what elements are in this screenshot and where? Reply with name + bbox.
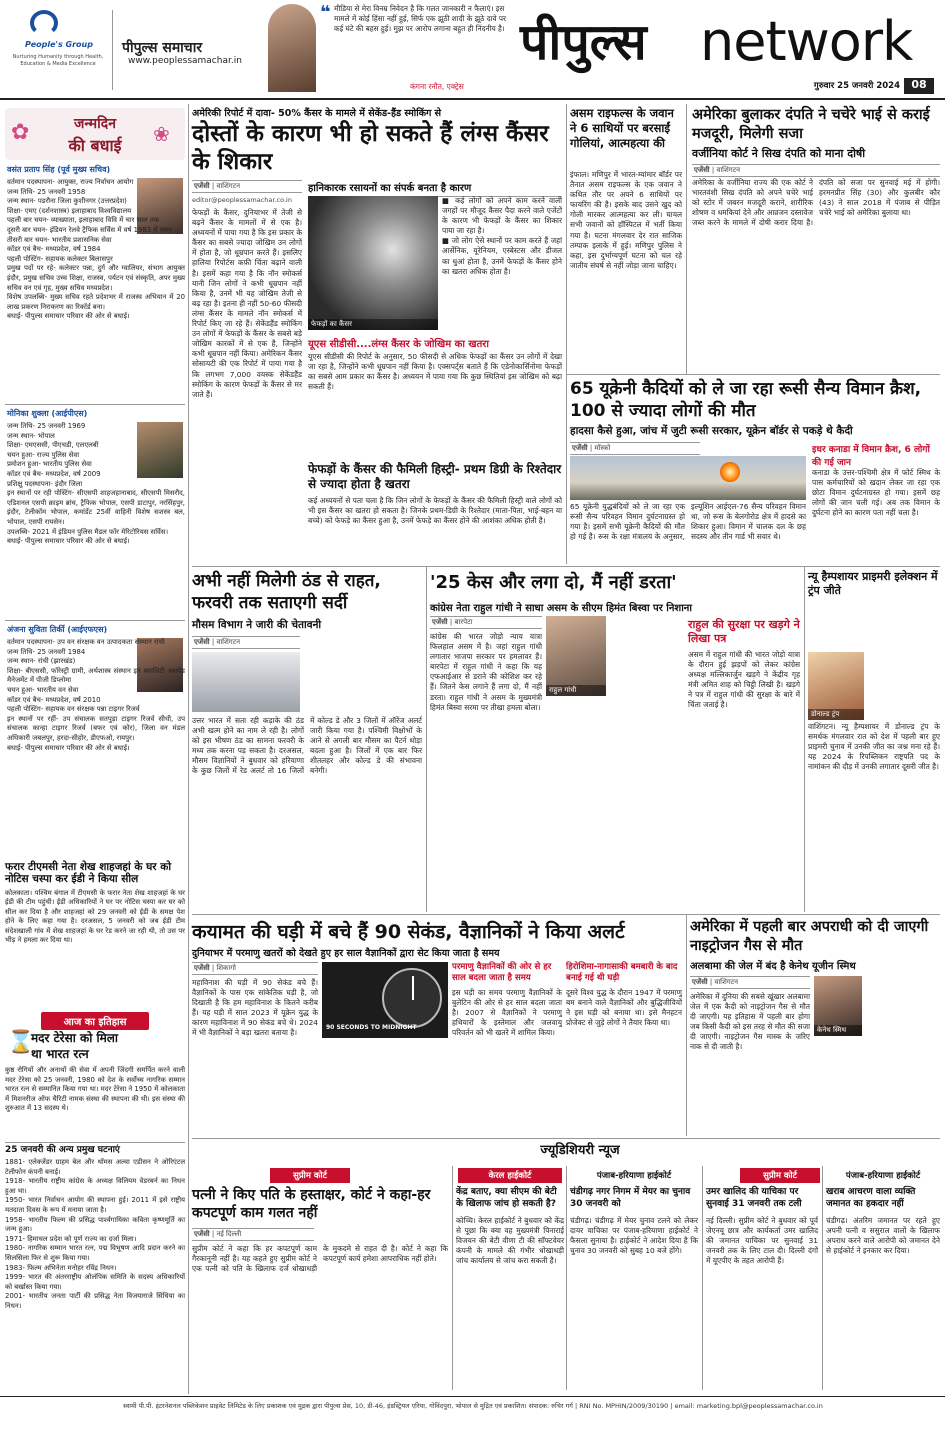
page-number: 08 <box>904 78 934 94</box>
judiciary-ph2-body: चंडीगढ़। अंतरिम जमानत पर रहते हुए अपनी पत्नी व ससुराल वालों के खिलाफ अपराध करने वाले आरोपी को जमानत देने से हाईकोर्ट ने इनकार कर दिया। <box>826 1216 940 1256</box>
birthday-banner <box>5 108 185 160</box>
rahul-byline: एजेंसी | बारपेटा <box>430 616 542 629</box>
trump-photo <box>808 652 864 720</box>
usa-headline: अमेरिका बुलाकर दंपति ने चचेरे भाई से कराई मजदूरी, मिलेगी सजा <box>692 107 930 142</box>
lung-sub-banner: हानिकारक रसायनों का संपर्क बनता है कारण <box>308 180 562 197</box>
history-tag: आज का इतिहास <box>41 1012 149 1030</box>
hourglass-icon: ⌛ <box>7 1030 35 1055</box>
ed-notice-body: कोलकाता। पश्चिम बंगाल में टीएमसी के फरार नेता शेख शाहजहां के घर ईडी की टीम पहुंची। ईडी अधिकारियों ने घर पर नोटिस चस्पा कर घर को सील कर दिया है और शाहजहां को 29 जनवरी को ईडी के समक्ष पेश होने के लिए कहा गया है। दरअसल, 5 जनवरी को जब ईडी टीम संदेशखाली गांव में शेख शाहजहां के घर रेड करने जा रही थी, तो उस पर भीड़ ने हमला कर दिया था। <box>5 888 185 945</box>
footer-imprint: स्वामी पी.पी. इंटरनेशनल पब्लिकेशन प्राइवेट लिमिटेड के लिए प्रकाशक एवं मुद्रक द्वारा पीपुल्स प्रेस, 10, डी-46, इंडस्ट्रियल एरिया, गोविंदपुरा, भोपाल से मुद्रित एवं प्रकाशित। संपादक: रुचिर गर्ग | RNI No. MPHIN/2009/30190 | email: marketing.bpl@peoplessamachar.co.in <box>123 1402 823 1410</box>
judiciary-ph-body: चंडीगढ़। चंडीगढ़ में मेयर चुनाव टलने को लेकर दायर याचिका पर पंजाब-हरियाणा हाईकोर्ट ने फैसला सुनाया है। हाईकोर्ट ने आदेश दिया है कि चुनाव 30 जनवरी को सुबह 10 बजे होंगे। <box>570 1216 698 1256</box>
doomsday-body: महाविनाश की घड़ी में 90 सेकंड बचे हैं। वैज्ञानिकों के पास एक सांकेतिक घड़ी है, जो दिखाती है कि हम महाविनाश के कितने करीब हैं। यह घड़ी में साल 2023 में यूक्रेन युद्ध के कारण महाविनाश में 90 सेकंड बचे थे। 2024 में भी वैज्ञानिकों ने बड़ा खतरा बताया है। <box>192 978 318 1038</box>
judiciary-sc2-body: नई दिल्ली। सुप्रीम कोर्ट ने बुधवार को पूर्व जेएनयू छात्र और कार्यकर्ता उमर खालिद की जमानत याचिका पर सुनवाई 31 जनवरी तक के लिए टाल दी। दिल्ली दंगों में यूएपीए के तहत आरोपी हैं। <box>706 1216 818 1266</box>
issue-date: गुरुवार 25 जनवरी 2024 <box>813 81 900 91</box>
lung-email[interactable]: editor@peoplessamachar.co.in <box>192 196 292 204</box>
weather-agency: एजेंसी <box>194 638 210 646</box>
teaser-author: कंगना रनौत, एक्ट्रेस <box>410 82 464 91</box>
nitrogen-byline: एजेंसी | वाशिंगटन <box>690 976 810 989</box>
teaser-portrait <box>268 4 316 92</box>
nitrogen-agency: एजेंसी <box>692 978 708 986</box>
lung-side-body: ■ कई लोगों को अपने काम करने वाली जगहों पर मौजूद कैंसर पैदा करने वाले एजेंटों के कारण भी फेफड़ों के कैंसर का शिकार पाया जा रहा है। ■ जो लोग ऐसे स्थानों पर काम करते हैं जहां आर्सेनिक, यूरेनियम, एस्बेस्टस और डीजल का धुआं होता है, उनमें फेफड़ों के कैंसर होने का खतरा अधिक होता है। <box>442 196 562 276</box>
doomsday-col2-head: परमाणु वैज्ञानिकों की ओर से हर साल बदला जाता है समय <box>452 962 552 983</box>
judiciary-sc2-tag: सुप्रीम कोर्ट <box>740 1168 820 1183</box>
lung-headline: दोस्तों के कारण भी हो सकते हैं लंग्स कैंसर के शिकार <box>192 121 549 175</box>
nitrogen-body: अमेरिका में दुनिया की सबसे खूंखार अलबामा जेल में एक कैदी को नाइट्रोजन गैस से मौत दी जाएगी। यह इतिहास में पहली बार होगा जब किसी कैदी को इस तरह से मौत की सजा दी जाएगी। नाइट्रोजन गैस मास्क के जरिए नाक से दी जाती है। <box>690 992 810 1052</box>
website[interactable]: www.peoplessamachar.in <box>128 56 242 66</box>
lung-photo <box>308 196 438 330</box>
ukraine-headline: 65 यूक्रेनी कैदियों को ले जा रहा रूसी सैन्य विमान क्रैश, 100 से ज्यादा लोगों की मौत <box>570 379 922 421</box>
masthead <box>0 0 945 100</box>
trump-headline: न्यू हैम्पशायर प्राइमरी इलेक्शन में ट्रंप जीते <box>808 570 938 597</box>
teaser-text: मीडिया से मेरा विनम्र निवेदन है कि गलत जानकारी न फैलाएं। इस मामले में कोई हिंसा नहीं हुई, सिर्फ एक झूठी शादी के झूठे दावे पर कई घंटे की बहस हुई। मुझ पर आरोप लगाना बहुत ही निंदनीय है। <box>334 4 506 33</box>
birthday-section <box>5 106 185 858</box>
ed-notice <box>5 862 185 1010</box>
history-section <box>5 1012 185 1392</box>
judiciary-sc2-head: उमर खालिद की याचिका पर सुनवाई 31 जनवरी तक टली <box>706 1187 802 1209</box>
lung-body: फेफड़ों के कैंसर, दुनियाभर में तेजी से बढ़ने कैंसर के मामलों में से एक है। अध्ययनों में पाया गया है कि इस प्रकार के कैंसर का सबसे ज्यादा जोखिम उन लोगों में होता है, जो धूम्रपान करते हैं। इसलिए हालिया रिपोर्टस कफ़ी चिंता बढ़ाने वाली है। इसमें कहा गया है कि नॉन स्मोकर्स यानी जिन लोगों ने कभी धूम्रपान नहीं किया है, उनमें भी यह जोखिम तेजी से बढ़ रहा है। इतना ही नहीं 50-60 फीसदी लंग्स कैंसर के मामले नॉन स्मोकर्स में रिपोर्ट किए जा रहे हैं। सेकेंडहैंड स्मोकिंग उन लोगों में फेफड़ों के कैंसर के सबसे बड़े जोखिम कारकों में से एक है, जिन्होंने कभी धूम्रपान नहीं किया। अमेरिकन कैंसर सोसायटी की एक रिपोर्ट में पाया गया है कि लगभग 7,000 वयस्क सेकेंडहैंड स्मोकिंग के कारण फेफड़ों के कैंसर से मर जाते हैं। <box>192 208 302 399</box>
judiciary-ph-tag: पंजाब-हरियाणा हाईकोर्ट <box>570 1168 698 1183</box>
lung-photo-label: फेफड़ों का कैंसर <box>308 319 438 330</box>
doomsday-col2-photo-caption <box>322 1040 448 1134</box>
lung-subhead-2: यूएस सीडीसी....लंग्स कैंसर के जोखिम का खतरा <box>308 339 489 350</box>
doomsday-byline: एजेंसी | शिकागो <box>192 962 318 975</box>
lung-byline: एजेंसी | वाशिंगटन <box>192 180 302 193</box>
usa-byline: एजेंसी | वाशिंगटन <box>692 164 940 177</box>
brand-small: पीपुल्स समाचार <box>122 40 203 56</box>
rahul-headline: '25 केस और लगा दो, मैं नहीं डरता' <box>430 572 677 593</box>
rahul-side-head: राहुल की सुरक्षा पर खड़गे ने लिखा पत्र <box>688 618 800 645</box>
lung-sub-body-3: कई अध्ययनों से पता चला है कि जिन लोगों के फेफड़ों के कैंसर की फैमिली हिस्ट्री वाले लोगों को भी इस कैंसर का खतरा हो सकता है। जिनके प्रथम-डिग्री के रिश्तेदार (माता-पिता, भाई-बहन या बच्चे) को फेफड़े का कैंसर हुआ है, उनमें फेफड़े का कैंसर होने की आशंका अधिक होती है। <box>308 496 562 526</box>
doomsday-subhead: दुनियाभर में परमाणु खतरों को देखते हुए हर साल वैज्ञानिकों द्वारा सेट किया जाता है समय <box>192 948 500 959</box>
weather-fog-photo <box>192 652 300 712</box>
doomsday-agency: एजेंसी <box>194 964 210 972</box>
peoples-group-name: People's Group <box>25 40 93 49</box>
gift-icon: ❀ <box>153 122 170 146</box>
assam-headline: असम राइफल्स के जवान ने 6 साथियों पर बरसाईं गोलियां, आत्महत्या की <box>570 106 674 150</box>
birthday-person-2-title: मोनिका शुक्ला (आईपीएस) <box>7 409 88 418</box>
rahul-agency: एजेंसी <box>432 618 448 626</box>
judiciary-sc-tag: सुप्रीम कोर्ट <box>270 1168 350 1183</box>
birthday-heading-1: जन्मदिन <box>73 116 117 132</box>
nitrogen-headline: अमेरिका में पहली बार अपराधी को दी जाएगी नाइट्रोजन गैस से मौत <box>690 919 929 954</box>
weather-byline: एजेंसी | वाशिंगटन <box>192 636 300 649</box>
judiciary-ph2-head: खराब आचरण वाला व्यक्ति जमानत का हकदार नहीं <box>826 1187 916 1209</box>
usa-place: वाशिंगटन <box>716 166 741 174</box>
assam-body: इंफाल। मणिपुर में भारत-म्यांमार बॉर्डर पर तैनात असम राइफल्स के एक जवान ने कथित तौर पर अपने 6 साथियों पर फायरिंग की है। इसके बाद उसने खुद को गोली मारकर आत्महत्या कर ली। घायल सभी जवानों को हॉस्पिटल में भर्ती किया गया है। घटना मंगलवार देर रात साजिक तम्पाक इलाके में हुई। मणिपुर पुलिस ने कहा, इस दुर्भाग्यपूर्ण घटना को चल रहे जातीय संघर्ष से नहीं जोड़ा जाना चाहिए। <box>570 170 682 270</box>
lung-agency: एजेंसी <box>194 182 210 190</box>
ed-notice-headline: फरार टीएमसी नेता शेख शाहजहां के घर को नोटिस चस्पा कर ईडी ने किया सील <box>5 861 172 885</box>
nitrogen-side-body <box>866 976 940 1134</box>
usa-subhead: वर्जीनिया कोर्ट ने सिख दंपति को माना दोषी <box>692 147 866 160</box>
peoples-group-tagline: Nurturing Humanity through Health, Education & Media Excellence <box>12 54 104 67</box>
judiciary-sc-agency: एजेंसी <box>194 1230 210 1238</box>
doomsday-col3-head: हिरोशिमा-नागासाकी बमबारी के बाद बनाई गई थी घड़ी <box>566 962 678 983</box>
judiciary-sc-head: पत्नी ने किए पति के हस्ताक्षर, कोर्ट ने कहा-हर कपटपूर्ण काम गलत नहीं <box>192 1187 431 1221</box>
birthday-person-3-title: अंजना सुविता तिर्की (आईएफएस) <box>7 625 108 634</box>
usa-agency: एजेंसी <box>694 166 710 174</box>
judiciary-kerala-tag: केरल हाईकोर्ट <box>458 1168 562 1183</box>
doomsday-headline: कयामत की घड़ी में बचे हैं 90 सेकंड, वैज्ञानिकों ने किया अलर्ट <box>192 921 625 943</box>
lung-kicker: अमेरिकी रिपोर्ट में दावा- 50% कैंसर के मामले में सेकेंड-हैंड स्मोकिंग से <box>192 108 442 119</box>
judiciary-banner: ज्यूडिशियरी न्यूज <box>540 1143 620 1158</box>
nitrogen-subhead: अलबामा की जेल में बंद है केनेथ यूजीन स्मिथ <box>690 961 856 972</box>
doomsday-col3-body: दूसरे विश्व युद्ध के दौरान 1947 में परमाणु बम बनाने वाले वैज्ञानिकों और बुद्धिजीवियों ने इस घड़ी को बनाया था। इसे मैनहटन प्रोजेक्ट से जुड़े लोगों ने तैयार किया था। <box>566 988 682 1028</box>
rahul-subhead: कांग्रेस नेता राहुल गांधी ने साधा असम के सीएम हिमंत बिस्वा पर निशाना <box>430 603 692 614</box>
nitrogen-place: वाशिंगटन <box>714 978 739 986</box>
judiciary-ph-head: चंडीगढ़ नगर निगम में मेयर का चुनाव 30 जनवरी को <box>570 1187 691 1209</box>
nitrogen-photo <box>814 976 862 1036</box>
doomsday-place: शिकागो <box>216 964 236 972</box>
usa-body: अमेरिका के वर्जीनिया राज्य की एक कोर्ट ने भारतवंशी सिख दंपति को अपने चचेरे भाई को स्टोर में जबरन मजदूरी कराने, शारीरिक शोषण व धमकियां देने और आव्रजन दस्तावेज जब्त करने के मामले में दोषी करार दिया है। दंपति को सजा पर सुनवाई मई में होगी। हरमनप्रीत सिंह (30) और कुलबीर कौर (43) ने साल 2018 में पंजाब से पीड़ित चचेरे भाई को अमेरिका बुलाया था। <box>692 178 940 228</box>
weather-headline: अभी नहीं मिलेगी ठंड से राहत, फरवरी तक सताएगी सर्दी <box>192 571 381 613</box>
judiciary-sc-place: नई दिल्ली <box>216 1230 242 1238</box>
rahul-place: बारपेटा <box>454 618 473 626</box>
birthday-person-3-body: वर्तमान पदस्थापना- उप वन संरक्षक वन उत्पादकता संस्थान रांची जन्म तिथि- 25 जनवरी 1984 जन्म स्थान- रांची (झारखंड) शिक्षा- बीएससी, फॉरेस्ट्री ग्रामी, अर्थशास्त्र संस्थान इन क्वालिटी अशयेड मैनेजमेंट में पीजी डिप्लोमा चयन हुआ- भारतीय वन सेवा कॉडर एवं बैच- मध्यप्रदेश, वर्ष 2010 पहली पोस्टिंग- सहायक वन संरक्षक पन्ना टाइगर रिजर्व इन स्थानों पर रहीं- उप संचालक सतपुड़ा टाइगर रिजर्व सीधी, उप संचालक कान्हा टाइगर रिजर्व (बफर एवं कोर), जिला वन मंडल अधिकारी जबलपुर, हरदा-सीहोर, डीएफओ, रायपुर। बधाई- पीपुल्स समाचार परिवार की ओर से बधाई। <box>7 638 185 752</box>
ukraine-subhead: हादसा कैसे हुआ, जांच में जुटी रूसी सरकार, यूक्रेन बॉर्डर से पकड़े थे कैदी <box>570 425 853 437</box>
rahul-body: कांग्रेस की भारत जोड़ो न्याय यात्रा फिलहाल असम में है। जहां राहुल गांधी लगातार भाजपा सरकार पर हमलावर हैं। बारपेटा में राहुल गांधी ने कहा कि यह एफआईआर से डराने की कोशिश कर रहे हैं। जितने केस लगाने हैं लगा दो, मैं नहीं डरता। राहुल गांधी ने असम के मुख्यमंत्री हिमंत बिस्वा सरमा पर तीखा हमला बोला। <box>430 632 542 712</box>
fireball-icon <box>720 462 740 482</box>
judiciary-kerala-head: केंद्र बताए, क्या सीएम की बेटी के खिलाफ जांच हो सकती है? <box>456 1187 557 1209</box>
nitrogen-photo-label: केनेथ स्मिथ <box>814 1025 862 1036</box>
trump-photo-label: डोनाल्ड ट्रंप <box>808 709 864 720</box>
rahul-photo-label: राहुल गांधी <box>546 685 606 696</box>
judiciary-sc-body: सुप्रीम कोर्ट ने कहा कि हर कपटपूर्ण काम गैरकानूनी नहीं है। यह कहते हुए सुप्रीम कोर्ट ने एक पत्नी को पति के खिलाफ दर्ज धोखाधड़ी के मुकदमे से राहत दी है। कोर्ट ने कहा कि कपटपूर्ण कार्य हमेशा आपराधिक नहीं होते। <box>192 1244 448 1274</box>
birthday-heading-2: की बधाई <box>68 136 122 155</box>
history-body: कुष्ठ रोगियों और अनाथों की सेवा में अपनी जिंदगी समर्पित करने वाली मदर टेरेसा को 25 जनवरी, 1980 को देश के सर्वोच्च नागरिक सम्मान भारत रत्न से सम्मानित किया गया था। मदर टेरेसा ने 1950 में कोलकाता में मिशनरीज ऑफ चैरिटी नामक संस्था की स्थापना की थी। इस संस्था की शुरुआत में 13 सदस्य थे। <box>5 1066 185 1113</box>
weather-subhead: मौसम विभाग ने जारी की चेतावनी <box>192 619 322 631</box>
ukraine-crash-photo <box>570 456 806 500</box>
judiciary-ph2-tag: पंजाब-हरियाणा हाईकोर्ट <box>826 1168 940 1183</box>
ukraine-agency: एजेंसी <box>572 444 588 452</box>
rahul-photo <box>546 616 606 696</box>
doomsday-col2-body: इस घड़ी का समय परमाणु वैज्ञानिकों के बुलेटिन की ओर से हर साल बदला जाता है। 2007 से वैज्ञानिकों ने परमाणु हथियारों के इस्तेमाल और जलवायु परिवर्तन को भी खतरे में शामिल किया। <box>452 988 562 1038</box>
judiciary-sc-byline: एजेंसी | नई दिल्ली <box>192 1228 314 1241</box>
lung-subhead-3: फेफड़ों के कैंसर की फैमिली हिस्ट्री- प्रथम डिग्री के रिश्तेदार से ज्यादा होता है खतरा <box>308 462 562 491</box>
clock-label: 90 SECONDS TO MIDNIGHT <box>326 1024 417 1031</box>
judiciary-kerala-body: कोच्चि। केरल हाईकोर्ट ने बुधवार को केंद्र से पूछा कि क्या वह मुख्यमंत्री पिनाराई विजयन की बेटी वीणा टी की सॉफ्टवेयर कंपनी के मामले की गंभीर धोखाधड़ी जांच कार्यालय से जांच करा सकती है। <box>456 1216 564 1266</box>
brand-large-latin: network <box>700 10 913 73</box>
history-headline-2: था भारत रत्न <box>31 1047 89 1061</box>
ukraine-body: 65 यूक्रेनी युद्धबंदियों को ले जा रहा एक रूसी सैन्य परिवहन विमान दुर्घटनाग्रस्त हो गया है। इसमें सभी यूक्रेनी कैदियों की मौत हो गई है। रूस के रक्षा मंत्रालय के अनुसार, इल्यूशिन आईएल-76 सैन्य परिवहन विमान था, जो रूस के बेलगोरोड क्षेत्र में हादसे का शिकार हुआ। विमान में चालक दल के छह सदस्य और तीन गार्ड भी सवार थे। <box>570 502 806 542</box>
history-events-body: 1881- एलेक्जेंडर ग्राहम बेल और थॉमस अल्वा एडीसन ने ओरिएंटल टेलीफोन कंपनी बनाई। 1918- भारतीय राष्ट्रीय कांग्रेस के अध्यक्ष विलियम वेडरबर्न का निधन हुआ था। 1950- भारत निर्वाचन आयोग की स्थापना हुई। 2011 में इसे राष्ट्रीय मतदाता दिवस के रूप में मनाया जाता है। 1958- भारतीय फिल्म की प्रसिद्ध पार्श्वगायिका कविता कृष्णमूर्ति का जन्म हुआ। 1971- हिमाचल प्रदेश को पूर्ण राज्य का दर्जा मिला। 1980- नागरिक सम्मान भारत रत्न, पद्म विभूषण आदि प्रदान करने का सिलसिला फिर से शुरू किया गया। 1983- फिल्म अभिनेता मनोहर रविंद्र निधन। 1999- भारत की अंतरराष्ट्रीय ओलंपिक समिति के सदस्य अधिकारियों को बर्खास्त किया गया। 2001- भारतीय जनता पार्टी की प्रसिद्ध नेता विजयाराजे सिंधिया का निधन। <box>5 1158 185 1310</box>
lung-place: वाशिंगटन <box>216 182 241 190</box>
weather-place: वाशिंगटन <box>216 638 241 646</box>
birthday-person-1-title: वसंत प्रताप सिंह (पूर्व मुख्य सचिव) <box>7 165 111 174</box>
birthday-person-1-body: वर्तमान पदस्थापना- आयुक्त, राज्य निर्वाचन आयोग जन्म तिथि- 25 जनवरी 1958 जन्म स्थान- पडरौना जिला कुशीनगर (उत्तरप्रदेश) शिक्षा- एमए (दर्शनशास्त्र) इलाहाबाद विश्वविद्यालय पहली बार चयन- व्याख्याता, इलाहाबाद विवि में चार साल तक दूसरी बार चयन- इंडियन रेलवे ट्रैफिक सर्विस में वर्ष 1983 में चयन तीसरी बार चयन- भारतीय प्रशासनिक सेवा कॉडर एवं बैच- मध्यप्रदेश, वर्ष 1984 पहली पोस्टिंग- सहायक कलेक्टर बिलासपुर प्रमुख पदों पर रहे- कलेक्टर पन्ना, दुर्ग और ग्वालियर, संभाग आयुक्त इंदौर, प्रमुख सचिव उच्च शिक्षा, राजस्व, पर्यटन एवं संस्कृति, अपर मुख्य सचिव वन एवं गृह, मुख्य सचिव मध्यप्रदेश। विशेष उपलब्धि- मुख्य सचिव रहते प्रदेशभर में राजस्व अभियान में 20 लाख प्रकरण निराकरण का रिकॉर्ड बना। बधाई- पीपुल्स समाचार परिवार की ओर से बधाई। <box>7 178 185 321</box>
trump-body: वाशिंगटन। न्यू हैम्पशायर में डोनाल्ड ट्रंप के समर्थक मंगलवार रात को देश में पहली बार हुए प्राइमरी चुनाव में उनकी जीत का जश्न मना रहे हैं। यह 2024 के रिपब्लिकन राष्ट्रपति पद के नामांकन की दौड़ में उनकी लगातार दूसरी जीत है। <box>808 722 940 772</box>
doomsday-clock-photo <box>322 962 448 1038</box>
lung-sub-body: यूएस सीडीसी की रिपोर्ट के अनुसार, 50 फीसदी से अधिक फेफड़ों का कैंसर उन लोगों में देखा जा रहा है, जिन्होंने कभी धूम्रपान नहीं किया है। एक्सपर्ट्स बताते हैं कि एडेनोकार्सिनोमा फेफड़ों का सबसे आम प्रकार का कैंसर है। अध्ययन में पाया गया कि कुछ स्थितियां इस जोखिम को बढ़ा सकती हैं। <box>308 352 562 392</box>
history-headline-1: मदर टेरेसा को मिला <box>31 1031 119 1045</box>
peoples-group-logo <box>30 10 58 36</box>
ukraine-byline: एजेंसी | मॉस्को <box>570 442 700 455</box>
ukraine-place: मॉस्को <box>594 444 611 452</box>
history-events-title: 25 जनवरी की अन्य प्रमुख घटनाएं <box>5 1142 185 1155</box>
ukraine-side-head: इधर कनाडा में विमान क्रैश, 6 लोगों की गई जान <box>812 445 930 468</box>
birthday-person-2-body: जन्म तिथि- 25 जनवरी 1969 जन्म स्थान- भोपाल शिक्षा- एमएससी, पीएचडी, एलएलबी चयन हुआ- राज्य पुलिस सेवा प्रमोशन हुआ- भारतीय पुलिस सेवा कॉडर एवं बैच- मध्यप्रदेश, वर्ष 2009 प्रशिक्षु पदस्थापना- इंदौर जिला इन स्थानों पर रही पोस्टिंग- सीएसपी शाहजहानाबाद, सीएसपी मिसरौद, एडिशनल एसपी क्राइम ब्रांच, ट्रैफिक भोपाल, एसपी डाटापुर, नरसिंहपुर, इंदौर, टेलीकॉम भोपाल, कमांडेंट 25वीं वाहिनी विशेष सशस्त्र बल, भोपाल, एसपी रायसेन। उपलब्धि- 2021 में इंडियन पुलिस मैडल फॉर मेरिटोरियस सर्विस। बधाई- पीपुल्स समाचार परिवार की ओर से बधाई। <box>7 422 185 546</box>
rahul-side-body: असम में राहुल गांधी की भारत जोड़ो यात्रा के दौरान हुई झड़पों को लेकर कांग्रेस अध्यक्ष मल्लिकार्जुन खड़गे ने केंद्रीय गृह मंत्री अमित शाह को चिट्ठी लिखी है। खड़गे ने पत्र में राहुल गांधी की सुरक्षा के बारे में चिंता जताई है। <box>688 650 800 710</box>
weather-body: उत्तर भारत में सता रही कड़ाके की ठंड अभी खत्म होने का नाम ले रही है। लोगों को इस भीषण ठंड का सामना फरवरी के मध्य तक करना पड़ सकता है। दरअसल, मौसम विज्ञानियों ने बुधवार को हरियाणा के कुछ जिलों में रेड अलर्ट तो 16 जिलों में कोल्ड डे और 3 जिलों में ऑरेंज अलर्ट जारी किया गया है। पश्चिमी विक्षोभों के आने से अगली बार मौसम का पैटर्न थोड़ा बदला हुआ है। जिलों में एक बार फिर शीतलहर और कोल्ड डे की संभावना बनेगी। <box>192 716 422 776</box>
brand-large-hindi: पीपुल्स <box>520 13 647 71</box>
quote-icon: ❝ <box>320 2 331 23</box>
flower-icon: ✿ <box>11 120 30 145</box>
ukraine-side-body: कनाडा के उत्तर-पश्चिमी क्षेत्र में फोर्ट स्मिथ के पास कर्मचारियों को खदान लेकर जा रहा एक छोटा विमान दुर्घटनाग्रस्त हो गया। इसमें छह लोगों की जान चली गई। अब तक विमान के दुर्घटना होने का कारण पता नहीं चला है। <box>812 468 940 518</box>
clock-icon <box>382 968 442 1028</box>
